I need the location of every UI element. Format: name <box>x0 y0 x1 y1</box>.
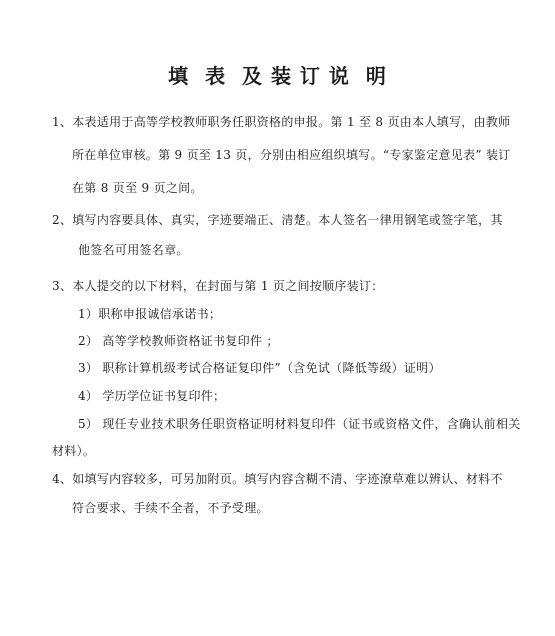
list-item-5-continued: 材料）。 <box>52 444 96 458</box>
list-item-4: 4） 学历学位证书复印件； <box>78 389 226 403</box>
para-1-line-2: 所在单位审核。第 9 页至 13 页，分别由相应组织填写。“专家鉴定意见表” 装订 <box>72 148 511 162</box>
list-item-5: 5） 现任专业技术职务任职资格证明材料复印件（证书或资格文件，含确认前相关 <box>78 417 521 431</box>
list-item-1: 1）职称申报诚信承诺书； <box>78 307 222 321</box>
para-4-line-2: 符合要求、手续不全者，不予受理。 <box>72 501 269 515</box>
list-item-3: 3） 职称计算机级考试合格证复印件”（含免试（降低等级）证明） <box>78 361 441 375</box>
para-2-line-2: 他签名可用签名章。 <box>78 243 189 257</box>
list-item-2: 2） 高等学校教师资格证书复印件 ； <box>78 334 279 348</box>
page-title: 填 表 及 装 订 说 明 <box>168 64 387 88</box>
para-1-line-3: 在第 8 页至 9 页之间。 <box>72 181 203 195</box>
para-2-line-1: 2、填写内容要具体、真实，字迹要端正、清楚。本人签名一律用钢笔或签字笔，其 <box>52 213 503 227</box>
para-1-line-1: 1、本表适用于高等学校教师职务任职资格的申报。第 1 至 8 页由本人填写，由教师 <box>52 115 511 129</box>
para-3-line-1: 3、本人提交的以下材料，在封面与第 1 页之间按顺序装订： <box>52 279 384 293</box>
para-4-line-1: 4、如填写内容较多，可另加附页。填写内容含糊不清、字迹潦草难以辨认、材料不 <box>52 472 503 486</box>
